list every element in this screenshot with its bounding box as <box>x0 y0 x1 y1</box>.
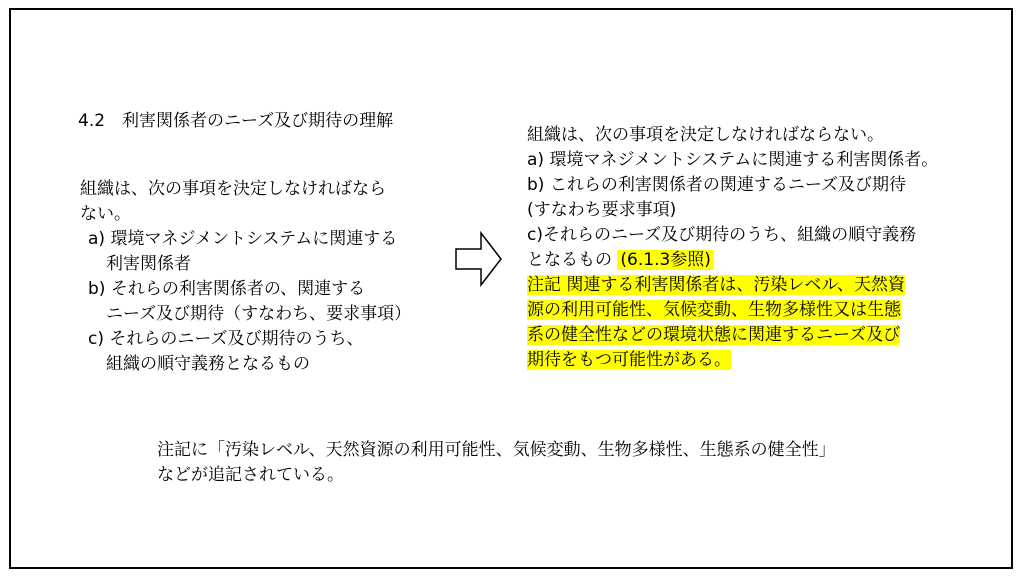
original-item-b-line-1: b) それらの利害関係者の、関連する <box>88 279 366 299</box>
clause-reference-highlight: (6.1.3参照) <box>617 250 714 270</box>
original-item-a-line-1: a) 環境マネジメントシステムに関連する <box>88 229 398 249</box>
revised-line-4: (すなわち要求事項) <box>527 200 677 220</box>
revised-line-6 <box>527 248 987 273</box>
note-highlight-1: 注記 関連する利害関係者は、汚染レベル、天然資 <box>527 275 906 295</box>
revised-line-3: b) これらの利害関係者の関連するニーズ及び期待 <box>527 175 906 195</box>
note-line-3 <box>527 323 987 348</box>
section-heading: 4.2 利害関係者のニーズ及び期待の理解 <box>78 111 394 131</box>
revised-line-6-text: となるもの <box>527 250 612 270</box>
original-item-c-line-2: 組織の順守義務となるもの <box>106 354 310 374</box>
revised-line-1: 組織は、次の事項を決定しなければならない。 <box>527 125 884 145</box>
original-item-b-line-2: ニーズ及び期待（すなわち、要求事項） <box>106 304 412 324</box>
note-line-2 <box>527 298 987 323</box>
summary-note-line-2: などが追記されている。 <box>157 465 344 485</box>
note-highlight-3: 系の健全性などの環境状態に関連するニーズ及び <box>527 325 901 345</box>
summary-note <box>157 438 836 488</box>
revised-line-5: c)それらのニーズ及び期待のうち、組織の順守義務 <box>527 225 917 245</box>
note-line-1 <box>527 273 987 298</box>
original-intro-line-1: 組織は、次の事項を決定しなければなら <box>80 179 386 199</box>
original-item-c-line-1: c) それらのニーズ及び期待のうち、 <box>88 329 364 349</box>
revised-text-block <box>527 123 987 373</box>
note-highlight-4: 期待をもつ可能性がある。 <box>527 350 731 370</box>
original-intro-line-2: ない。 <box>80 204 131 224</box>
original-intro <box>80 177 430 227</box>
right-arrow-icon <box>455 231 503 287</box>
note-line-4 <box>527 348 987 373</box>
original-item-a-line-2: 利害関係者 <box>106 254 191 274</box>
original-text-block <box>80 177 450 377</box>
note-highlight-2: 源の利用可能性、気候変動、生物多様性又は生態 <box>527 300 901 320</box>
revised-line-2: a) 環境マネジメントシステムに関連する利害関係者。 <box>527 150 939 170</box>
summary-note-line-1: 注記に「汚染レベル、天然資源の利用可能性、気候変動、生物多様性、生態系の健全性」 <box>157 440 836 460</box>
